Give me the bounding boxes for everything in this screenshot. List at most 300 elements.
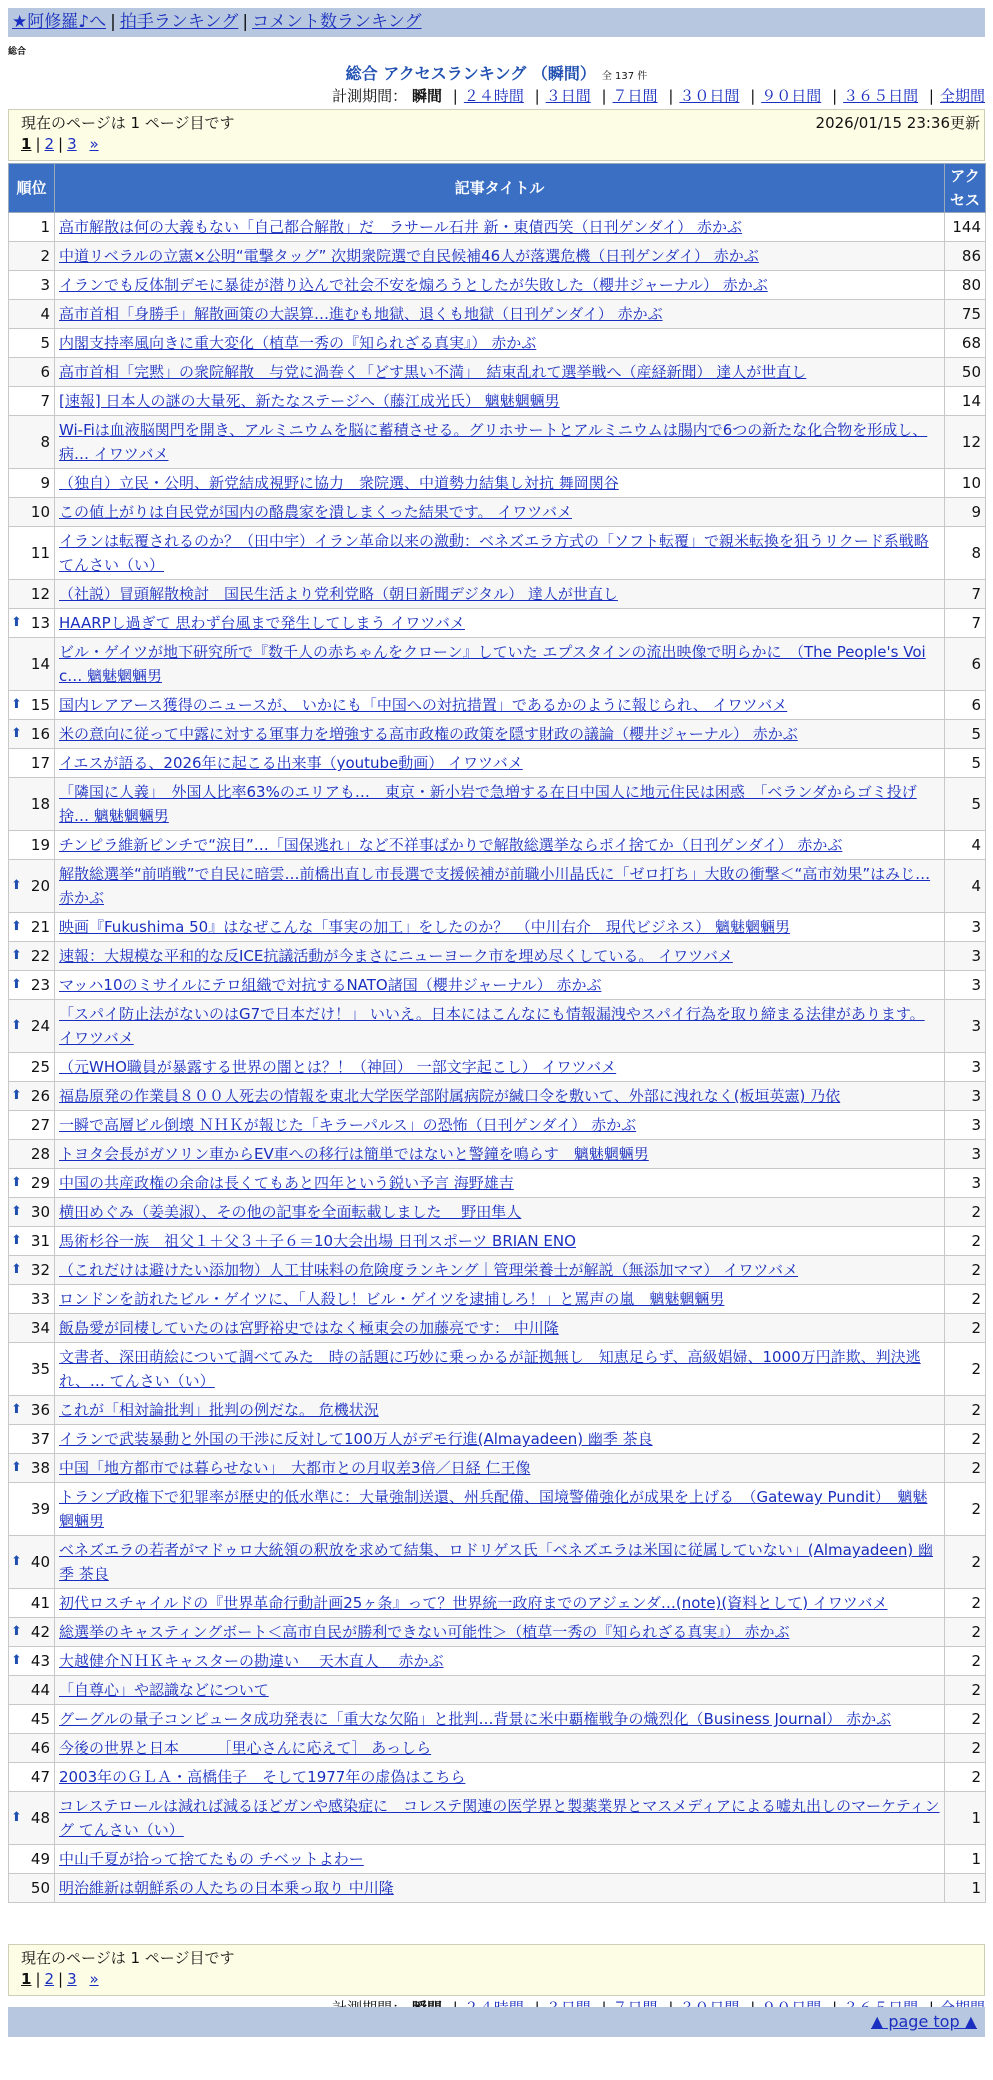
access-count: 2 xyxy=(945,1256,986,1285)
period-selector-top: 計測期間： 瞬間 | ２４時間 | ３日間 | ７日間 | ３０日間 | ９０日間 | ３６５日間 | 全期間 xyxy=(332,87,985,105)
table-row xyxy=(9,1111,986,1140)
rank-cell xyxy=(9,778,55,831)
rank-number: 5 xyxy=(40,334,50,352)
article-title-link[interactable]: （これだけは避けたい添加物）人工甘味料の危険度ランキング｜管理栄養士が解説（無添加ママ） イワツバメ xyxy=(59,1261,799,1279)
title-cell xyxy=(55,1536,945,1589)
rank-cell xyxy=(9,1256,55,1285)
access-count: 4 xyxy=(945,831,986,860)
access-count: 2 xyxy=(945,1589,986,1618)
article-title-link[interactable]: 福島原発の作業員８００人死去の情報を東北大学医学部附属病院が緘口令を敷いて、外部に洩れなく(板垣英憲) 乃依 xyxy=(59,1087,841,1105)
period-label: 計測期間： xyxy=(332,87,408,105)
access-count: 2 xyxy=(945,1425,986,1454)
article-title-link[interactable]: イランで武装暴動と外国の干渉に反対して100万人がデモ行進(Almayadeen) 幽季 茶良 xyxy=(59,1430,653,1448)
rank-up-arrow-icon: ⬆ xyxy=(11,1088,22,1103)
article-title-link[interactable]: 横田めぐみ（姜美淑）、その他の記事を全面転載しました 野田隼人 xyxy=(59,1203,522,1221)
article-title-link[interactable]: Wi-Fiは血液脳関門を開き、アルミニウムを脳に蓄積させる。グリホサートとアルミニウムは腸内で6つの新たな化合物を形成し、病… イワツバメ xyxy=(59,421,928,463)
article-title-link[interactable]: 「隣国に人義」 外国人比率63%のエリアも… 東京・新小岩で急増する在日中国人に地元住民は困惑 「ベランダからゴミ投げ捨… 魑魅魍魎男 xyxy=(59,783,917,825)
table-row xyxy=(9,1082,986,1111)
table-row xyxy=(9,1647,986,1676)
title-cell xyxy=(55,1483,945,1536)
title-cell xyxy=(55,1111,945,1140)
rank-number: 30 xyxy=(30,1203,50,1221)
access-count: 2 xyxy=(945,1734,986,1763)
rank-up-arrow-icon: ⬆ xyxy=(11,878,22,893)
rank-cell xyxy=(9,1792,55,1845)
title-cell xyxy=(55,329,945,358)
rank-cell xyxy=(9,1396,55,1425)
title-cell xyxy=(55,1734,945,1763)
rank-number: 6 xyxy=(40,363,50,381)
rank-number: 20 xyxy=(30,877,50,895)
table-row xyxy=(9,1589,986,1618)
rank-number: 40 xyxy=(30,1553,50,1571)
title-cell xyxy=(55,860,945,913)
table-row xyxy=(9,1256,986,1285)
table-row xyxy=(9,1343,986,1396)
rank-cell xyxy=(9,387,55,416)
clap-ranking-link[interactable]: 拍手ランキング xyxy=(119,12,239,32)
rank-header: 順位 xyxy=(9,164,55,213)
ranking-table xyxy=(8,163,986,1903)
rank-up-arrow-icon: ⬆ xyxy=(11,1460,22,1475)
rank-cell xyxy=(9,1763,55,1792)
rank-number: 9 xyxy=(40,474,50,492)
title-cell xyxy=(55,1227,945,1256)
title-cell xyxy=(55,1792,945,1845)
rank-number: 7 xyxy=(40,392,50,410)
rank-number: 27 xyxy=(30,1116,50,1134)
table-row xyxy=(9,1053,986,1082)
page-info-top xyxy=(8,109,985,161)
title-cell xyxy=(55,271,945,300)
access-count: 7 xyxy=(945,580,986,609)
table-row xyxy=(9,1285,986,1314)
article-title-link[interactable]: トランプ政権下で犯罪率が歴史的低水準に：大量強制送還、州兵配備、国境警備強化が成果を上げる （Gateway Pundit） 魑魅魍魎男 xyxy=(59,1488,928,1530)
table-row xyxy=(9,720,986,749)
rank-number: 50 xyxy=(30,1879,50,1897)
article-title-link[interactable]: 大越健介ＮＨＫキャスターの勘違い 天木直人 赤かぶ xyxy=(59,1652,444,1670)
article-title-link[interactable]: 今後の世界と日本 ［里心さんに応えて］ あっしら xyxy=(59,1739,432,1757)
table-row xyxy=(9,527,986,580)
article-title-link[interactable]: 中国の共産政権の余命は長くてもあと四年という鋭い予言 海野雄吉 xyxy=(59,1174,514,1192)
pagination-bottom: 1 | 2 | 3 » xyxy=(21,1970,99,1988)
article-title-link[interactable]: イランは転覆されるのか？（田中宇）イラン革命以来の激動：ベネズエラ方式の「ソフト転覆」で親米転換を狙うリクード系戦略 てんさい（い） xyxy=(59,532,929,574)
access-count: 50 xyxy=(945,358,986,387)
period-90d-link[interactable]: ９０日間 xyxy=(761,87,822,105)
rank-number: 46 xyxy=(30,1739,50,1757)
top-nav-bar: ★阿修羅♪へ | 拍手ランキング | コメント数ランキング xyxy=(8,8,985,37)
rank-number: 25 xyxy=(30,1058,50,1076)
article-title-link[interactable]: イエスが語る、2026年に起こる出来事（youtube動画） イワツバメ xyxy=(59,754,523,772)
article-title-link[interactable]: 初代ロスチャイルドの『世界革命行動計画25ヶ条』って？世界統一政府までのアジェンダ…(note)(資料として) イワツバメ xyxy=(59,1594,888,1612)
table-row xyxy=(9,942,986,971)
article-title-link[interactable]: 高市首相「完黙」の衆院解散 与党に渦巻く「どす黒い不満」 結束乱れて選挙戦へ（産経新聞） 達人が世直し xyxy=(59,363,807,381)
rank-up-arrow-icon: ⬆ xyxy=(11,1810,22,1825)
page-2-link-bottom[interactable]: 2 xyxy=(44,1970,55,1988)
title-cell xyxy=(55,580,945,609)
page-3-link-bottom[interactable]: 3 xyxy=(67,1970,77,1988)
rank-cell xyxy=(9,469,55,498)
home-link[interactable]: ★阿修羅♪へ xyxy=(12,12,107,32)
article-title-link[interactable]: グーグルの量子コンピュータ成功発表に「重大な欠陥」と批判…背景に米中覇権戦争の熾烈化（Business Journal） 赤かぶ xyxy=(59,1710,892,1728)
table-row xyxy=(9,913,986,942)
title-cell xyxy=(55,942,945,971)
pagination-top: 1 | 2 | 3 » xyxy=(21,135,99,153)
title-cell xyxy=(55,1285,945,1314)
access-count: 3 xyxy=(945,971,986,1000)
article-title-link[interactable]: ビル・ゲイツが地下研究所で『数千人の赤ちゃんをクローン』していた エプスタインの流出映像で明らかに （The People's Voic… 魑魅魍魎男 xyxy=(59,643,926,685)
rank-number: 49 xyxy=(30,1850,50,1868)
title-cell xyxy=(55,242,945,271)
rank-number: 33 xyxy=(30,1290,50,1308)
period-30d-link[interactable]: ３０日間 xyxy=(679,87,740,105)
rank-cell xyxy=(9,1111,55,1140)
article-title-link[interactable]: この値上がりは自民党が国内の酪農家を潰しまくった結果です。 イワツバメ xyxy=(59,503,572,521)
article-title-link[interactable]: トヨタ会長がガソリン車からEV車への移行は簡単ではないと警鐘を鳴らす 魑魅魍魎男 xyxy=(59,1145,649,1163)
table-row xyxy=(9,609,986,638)
article-title-link[interactable]: 映画『Fukushima 50』はなぜこんな「事実の加工」をしたのか？ （中川右介 現代ビジネス） 魑魅魍魎男 xyxy=(59,918,791,936)
title-cell xyxy=(55,1874,945,1903)
rank-up-arrow-icon: ⬆ xyxy=(11,1624,22,1639)
rank-up-arrow-icon: ⬆ xyxy=(11,1262,22,1277)
article-title-link[interactable]: 「自尊心」や認識などについて xyxy=(59,1681,269,1699)
access-count: 1 xyxy=(945,1874,986,1903)
title-cell xyxy=(55,1314,945,1343)
table-row xyxy=(9,1396,986,1425)
period-365d-link[interactable]: ３６５日間 xyxy=(843,87,919,105)
rank-number: 48 xyxy=(30,1809,50,1827)
table-row xyxy=(9,1705,986,1734)
table-row xyxy=(9,860,986,913)
table-row xyxy=(9,1874,986,1903)
rank-number: 2 xyxy=(40,247,50,265)
rank-number: 16 xyxy=(30,725,50,743)
rank-cell xyxy=(9,609,55,638)
table-row xyxy=(9,498,986,527)
article-title-link[interactable]: 文書者、深田萌絵について調べてみた 時の話題に巧妙に乗っかるが証拠無し 知恵足らず、高級娼婦、1000万円詐欺、判決逃れ、… てんさい（い） xyxy=(59,1348,921,1390)
rank-number: 3 xyxy=(40,276,50,294)
rank-cell xyxy=(9,691,55,720)
period-all-link[interactable]: 全期間 xyxy=(939,87,985,105)
article-title-link[interactable]: 高市首相「身勝手」解散画策の大誤算…進むも地獄、退くも地獄（日刊ゲンダイ） 赤かぶ xyxy=(59,305,663,323)
table-row xyxy=(9,1763,986,1792)
rank-number: 31 xyxy=(30,1232,50,1250)
table-row xyxy=(9,1676,986,1705)
title-cell xyxy=(55,1589,945,1618)
table-row xyxy=(9,580,986,609)
article-title-link[interactable]: 中山千夏が拾って捨てたもの チベットよわー xyxy=(59,1850,364,1868)
article-title-link[interactable]: 速報：大規模な平和的な反ICE抗議活動が今まさにニューヨーク市を埋め尽くしている。 イワツバメ xyxy=(59,947,733,965)
rank-number: 1 xyxy=(40,218,50,236)
title-cell xyxy=(55,778,945,831)
article-title-link[interactable]: イランでも反体制デモに暴徒が潜り込んで社会不安を煽ろうとしたが失敗した（櫻井ジャーナル） 赤かぶ xyxy=(59,276,768,294)
rank-number: 18 xyxy=(30,795,50,813)
period-24h-link[interactable]: ２４時間 xyxy=(463,87,524,105)
title-cell xyxy=(55,749,945,778)
access-count: 1 xyxy=(945,1845,986,1874)
rank-cell xyxy=(9,416,55,469)
rank-number: 34 xyxy=(30,1319,50,1337)
total-count: 全 137 件 xyxy=(601,71,648,82)
rank-up-arrow-icon: ⬆ xyxy=(11,726,22,741)
rank-up-arrow-icon: ⬆ xyxy=(11,1204,22,1219)
rank-number: 28 xyxy=(30,1145,50,1163)
rank-number: 12 xyxy=(30,585,50,603)
access-count: 2 xyxy=(945,1227,986,1256)
table-row xyxy=(9,1227,986,1256)
access-count: 2 xyxy=(945,1483,986,1536)
title-cell xyxy=(55,416,945,469)
article-title-link[interactable]: 馬術杉谷一族 祖父１＋父３＋子６＝10大会出場 日刊スポーツ BRIAN ENO xyxy=(59,1232,576,1250)
period-current: 瞬間 xyxy=(411,87,442,105)
rank-cell xyxy=(9,638,55,691)
access-count: 14 xyxy=(945,387,986,416)
rank-cell xyxy=(9,242,55,271)
access-count: 2 xyxy=(945,1763,986,1792)
period-7d-link[interactable]: ７日間 xyxy=(612,87,658,105)
rank-cell xyxy=(9,1227,55,1256)
title-cell xyxy=(55,1618,945,1647)
article-title-link[interactable]: 「スパイ防止法がないのはG7で日本だけ！」 いいえ。日本にはこんなにも情報漏洩やスパイ行為を取り締まる法律があります。 イワツバメ xyxy=(59,1005,925,1047)
page-top-link[interactable]: ▲ page top ▲ xyxy=(870,2012,977,2031)
title-cell xyxy=(55,1169,945,1198)
access-count: 2 xyxy=(945,1314,986,1343)
article-title-link[interactable]: HAARPし過ぎて 思わず台風まで発生してしまう イワツバメ xyxy=(59,614,465,632)
access-count: 9 xyxy=(945,498,986,527)
rank-number: 44 xyxy=(30,1681,50,1699)
article-title-link[interactable]: 総選挙のキャスティングボート＜高市自民が勝利できない可能性＞（植草一秀の『知られざる真実』） 赤かぶ xyxy=(59,1623,790,1641)
current-page-text: 現在のページは 1 ページ目です xyxy=(21,114,235,132)
rank-cell xyxy=(9,498,55,527)
table-row xyxy=(9,1314,986,1343)
article-title-link[interactable]: [速報] 日本人の謎の大量死、新たなステージへ（藤江成光氏） 魑魅魍魎男 xyxy=(59,392,560,410)
title-cell xyxy=(55,358,945,387)
table-row xyxy=(9,1483,986,1536)
article-title-link[interactable]: 国内レアアース獲得のニュースが、 いかにも「中国への対抗措置」であるかのように報じられ、 イワツバメ xyxy=(59,696,788,714)
rank-cell xyxy=(9,329,55,358)
rank-number: 35 xyxy=(30,1360,50,1378)
rank-cell xyxy=(9,300,55,329)
rank-cell xyxy=(9,527,55,580)
current-page-text-bottom: 現在のページは 1 ページ目です xyxy=(21,1949,235,1967)
rank-up-arrow-icon: ⬆ xyxy=(11,1402,22,1417)
article-title-link[interactable]: 2003年のＧＬＡ・高橋佳子 そして1977年の虚偽はこちら xyxy=(59,1768,466,1786)
rank-up-arrow-icon: ⬆ xyxy=(11,697,22,712)
article-title-link[interactable]: 高市解散は何の大義もない「自己都合解散」だ ラサール石井 新・東債西笑（日刊ゲンダイ） 赤かぶ xyxy=(59,218,743,236)
title-cell xyxy=(55,1256,945,1285)
access-count: 68 xyxy=(945,329,986,358)
access-count: 5 xyxy=(945,778,986,831)
article-title-link[interactable]: （独自）立民・公明、新党結成視野に協力 衆院選、中道勢力結集し対抗 舞岡関谷 xyxy=(59,474,619,492)
title-cell xyxy=(55,638,945,691)
rank-cell xyxy=(9,1314,55,1343)
rank-up-arrow-icon: ⬆ xyxy=(11,977,22,992)
table-row xyxy=(9,1000,986,1053)
rank-number: 13 xyxy=(30,614,50,632)
rank-cell xyxy=(9,1343,55,1396)
table-row xyxy=(9,358,986,387)
rank-number: 42 xyxy=(30,1623,50,1641)
table-row xyxy=(9,271,986,300)
article-title-link[interactable]: 明治維新は朝鮮系の人たちの日本乗っ取り 中川隆 xyxy=(59,1879,394,1897)
rank-cell xyxy=(9,831,55,860)
article-title-link[interactable]: 飯島愛が同棲していたのは宮野裕史ではなく極東会の加藤亮です： 中川隆 xyxy=(59,1319,559,1337)
access-count: 3 xyxy=(945,1000,986,1053)
access-count: 5 xyxy=(945,720,986,749)
table-row xyxy=(9,1845,986,1874)
access-count: 2 xyxy=(945,1396,986,1425)
page-1-current-bottom: 1 xyxy=(21,1970,32,1988)
article-title-link[interactable]: 中道リベラルの立憲×公明“電撃タッグ” 次期衆院選で自民候補46人が落選危機（日刊ゲンダイ） 赤かぶ xyxy=(59,247,759,265)
article-title-link[interactable]: （元WHO職員が暴露する世界の闇とは？！（神回） 一部文字起こし） イワツバメ xyxy=(59,1058,617,1076)
next-page-link[interactable]: » xyxy=(89,135,99,153)
rank-up-arrow-icon: ⬆ xyxy=(11,1653,22,1668)
access-count: 2 xyxy=(945,1285,986,1314)
rank-number: 38 xyxy=(30,1459,50,1477)
rank-number: 29 xyxy=(30,1174,50,1192)
rank-number: 32 xyxy=(30,1261,50,1279)
table-row xyxy=(9,387,986,416)
title-cell xyxy=(55,1705,945,1734)
rank-number: 39 xyxy=(30,1500,50,1518)
table-row xyxy=(9,1198,986,1227)
title-cell xyxy=(55,213,945,242)
access-count: 3 xyxy=(945,1053,986,1082)
access-header: アクセス xyxy=(945,164,986,213)
title-cell xyxy=(55,498,945,527)
rank-up-arrow-icon: ⬆ xyxy=(11,1554,22,1569)
title-cell xyxy=(55,1198,945,1227)
access-count: 75 xyxy=(945,300,986,329)
access-count: 86 xyxy=(945,242,986,271)
updated-time: 2026/01/15 23:36更新 xyxy=(815,114,980,132)
title-cell xyxy=(55,1396,945,1425)
table-row xyxy=(9,1792,986,1845)
table-row xyxy=(9,242,986,271)
title-cell xyxy=(55,691,945,720)
article-title-link[interactable]: ロンドンを訪れたビル・ゲイツに、「人殺し！ビル・ゲイツを逮捕しろ！」と罵声の嵐 魑魅魍魎男 xyxy=(59,1290,725,1308)
access-count: 2 xyxy=(945,1198,986,1227)
rank-number: 22 xyxy=(30,947,50,965)
title-cell xyxy=(55,387,945,416)
rank-cell xyxy=(9,971,55,1000)
title-cell xyxy=(55,1140,945,1169)
article-title-link[interactable]: チンピラ維新ピンチで“涙目”…「国保逃れ」など不祥事ばかりで解散総選挙ならポイ捨てか（日刊ゲンダイ） 赤かぶ xyxy=(59,836,843,854)
title-cell xyxy=(55,720,945,749)
page-info-bottom xyxy=(8,1944,985,1996)
title-cell xyxy=(55,1454,945,1483)
rank-number: 26 xyxy=(30,1087,50,1105)
access-count: 10 xyxy=(945,469,986,498)
access-count: 2 xyxy=(945,1647,986,1676)
table-row xyxy=(9,1169,986,1198)
ranking-title-text: 総合 アクセスランキング （瞬間） xyxy=(345,64,596,83)
rank-number: 4 xyxy=(40,305,50,323)
article-title-link[interactable]: これが「相対論批判」批判の例だな。 危機状況 xyxy=(59,1401,379,1419)
article-title-link[interactable]: マッハ10のミサイルにテロ組織で対抗するNATO諸国（櫻井ジャーナル） 赤かぶ xyxy=(59,976,602,994)
title-cell xyxy=(55,469,945,498)
title-cell xyxy=(55,1343,945,1396)
access-count: 80 xyxy=(945,271,986,300)
page-3-link[interactable]: 3 xyxy=(67,135,77,153)
article-title-link[interactable]: 米の意向に従って中露に対する軍事力を増強する高市政権の政策を隠す財政の議論（櫻井ジャーナル） 赤かぶ xyxy=(59,725,798,743)
table-row xyxy=(9,213,986,242)
rank-number: 45 xyxy=(30,1710,50,1728)
title-cell xyxy=(55,609,945,638)
article-title-link[interactable]: 内閣支持率風向きに重大変化（植草一秀の『知られざる真実』） 赤かぶ xyxy=(59,334,537,352)
access-count: 6 xyxy=(945,638,986,691)
article-title-link[interactable]: 一瞬で高層ビル倒壊 ＮＨＫが報じた「キラーパルス」の恐怖（日刊ゲンダイ） 赤かぶ xyxy=(59,1116,637,1134)
article-title-link[interactable]: ベネズエラの若者がマドゥロ大統領の釈放を求めて結集、ロドリゲス氏「ベネズエラは米国に従属していない」(Almayadeen) 幽季 茶良 xyxy=(59,1541,933,1583)
rank-cell xyxy=(9,358,55,387)
access-count: 2 xyxy=(945,1536,986,1589)
rank-cell xyxy=(9,749,55,778)
rank-cell xyxy=(9,942,55,971)
page-top-bar xyxy=(8,2007,985,2037)
rank-cell xyxy=(9,913,55,942)
access-count: 7 xyxy=(945,609,986,638)
period-3d-link[interactable]: ３日間 xyxy=(545,87,591,105)
rank-number: 19 xyxy=(30,836,50,854)
rank-cell xyxy=(9,1734,55,1763)
table-row xyxy=(9,416,986,469)
access-count: 2 xyxy=(945,1676,986,1705)
rank-cell xyxy=(9,1647,55,1676)
rank-cell xyxy=(9,1845,55,1874)
article-title-link[interactable]: 中国「地方都市では暮らせない」 大都市との月収差3倍／日経 仁王像 xyxy=(59,1459,531,1477)
rank-cell xyxy=(9,720,55,749)
table-row xyxy=(9,1734,986,1763)
rank-cell xyxy=(9,1536,55,1589)
article-title-link[interactable]: （社説）冒頭解散検討 国民生活より党利党略（朝日新聞デジタル） 達人が世直し xyxy=(59,585,618,603)
rank-up-arrow-icon: ⬆ xyxy=(11,1233,22,1248)
page-2-link[interactable]: 2 xyxy=(44,135,55,153)
next-page-link-bottom[interactable]: » xyxy=(89,1970,99,1988)
rank-cell xyxy=(9,1053,55,1082)
rank-cell xyxy=(9,1198,55,1227)
comment-ranking-link[interactable]: コメント数ランキング xyxy=(252,12,422,32)
table-row xyxy=(9,469,986,498)
rank-cell xyxy=(9,1140,55,1169)
title-header: 記事タイトル xyxy=(55,164,945,213)
title-cell xyxy=(55,300,945,329)
table-row xyxy=(9,300,986,329)
table-row xyxy=(9,778,986,831)
rank-number: 36 xyxy=(30,1401,50,1419)
rank-number: 24 xyxy=(30,1017,50,1035)
ranking-title xyxy=(0,61,993,84)
rank-number: 14 xyxy=(30,655,50,673)
access-count: 2 xyxy=(945,1618,986,1647)
rank-cell xyxy=(9,1169,55,1198)
rank-up-arrow-icon: ⬆ xyxy=(11,1018,22,1033)
access-count: 8 xyxy=(945,527,986,580)
article-title-link[interactable]: 解散総選挙“前哨戦”で自民に暗雲…前橋出直し市長選で支援候補が前職小川晶氏に「ゼロ打ち」大敗の衝撃＜“高市効果”はみじ… 赤かぶ xyxy=(59,865,931,907)
rank-cell xyxy=(9,1425,55,1454)
access-count: 6 xyxy=(945,691,986,720)
title-cell xyxy=(55,1845,945,1874)
table-row xyxy=(9,749,986,778)
rank-cell xyxy=(9,1000,55,1053)
rank-cell xyxy=(9,1676,55,1705)
article-title-link[interactable]: コレステロールは減れば減るほどガンや感染症に コレステ関連の医学界と製薬業界とマスメディアによる嘘丸出しのマーケティング てんさい（い） xyxy=(59,1797,940,1839)
rank-number: 17 xyxy=(30,754,50,772)
title-cell xyxy=(55,527,945,580)
rank-cell xyxy=(9,271,55,300)
title-cell xyxy=(55,1647,945,1676)
access-count: 3 xyxy=(945,913,986,942)
ranking-body xyxy=(9,213,986,1903)
